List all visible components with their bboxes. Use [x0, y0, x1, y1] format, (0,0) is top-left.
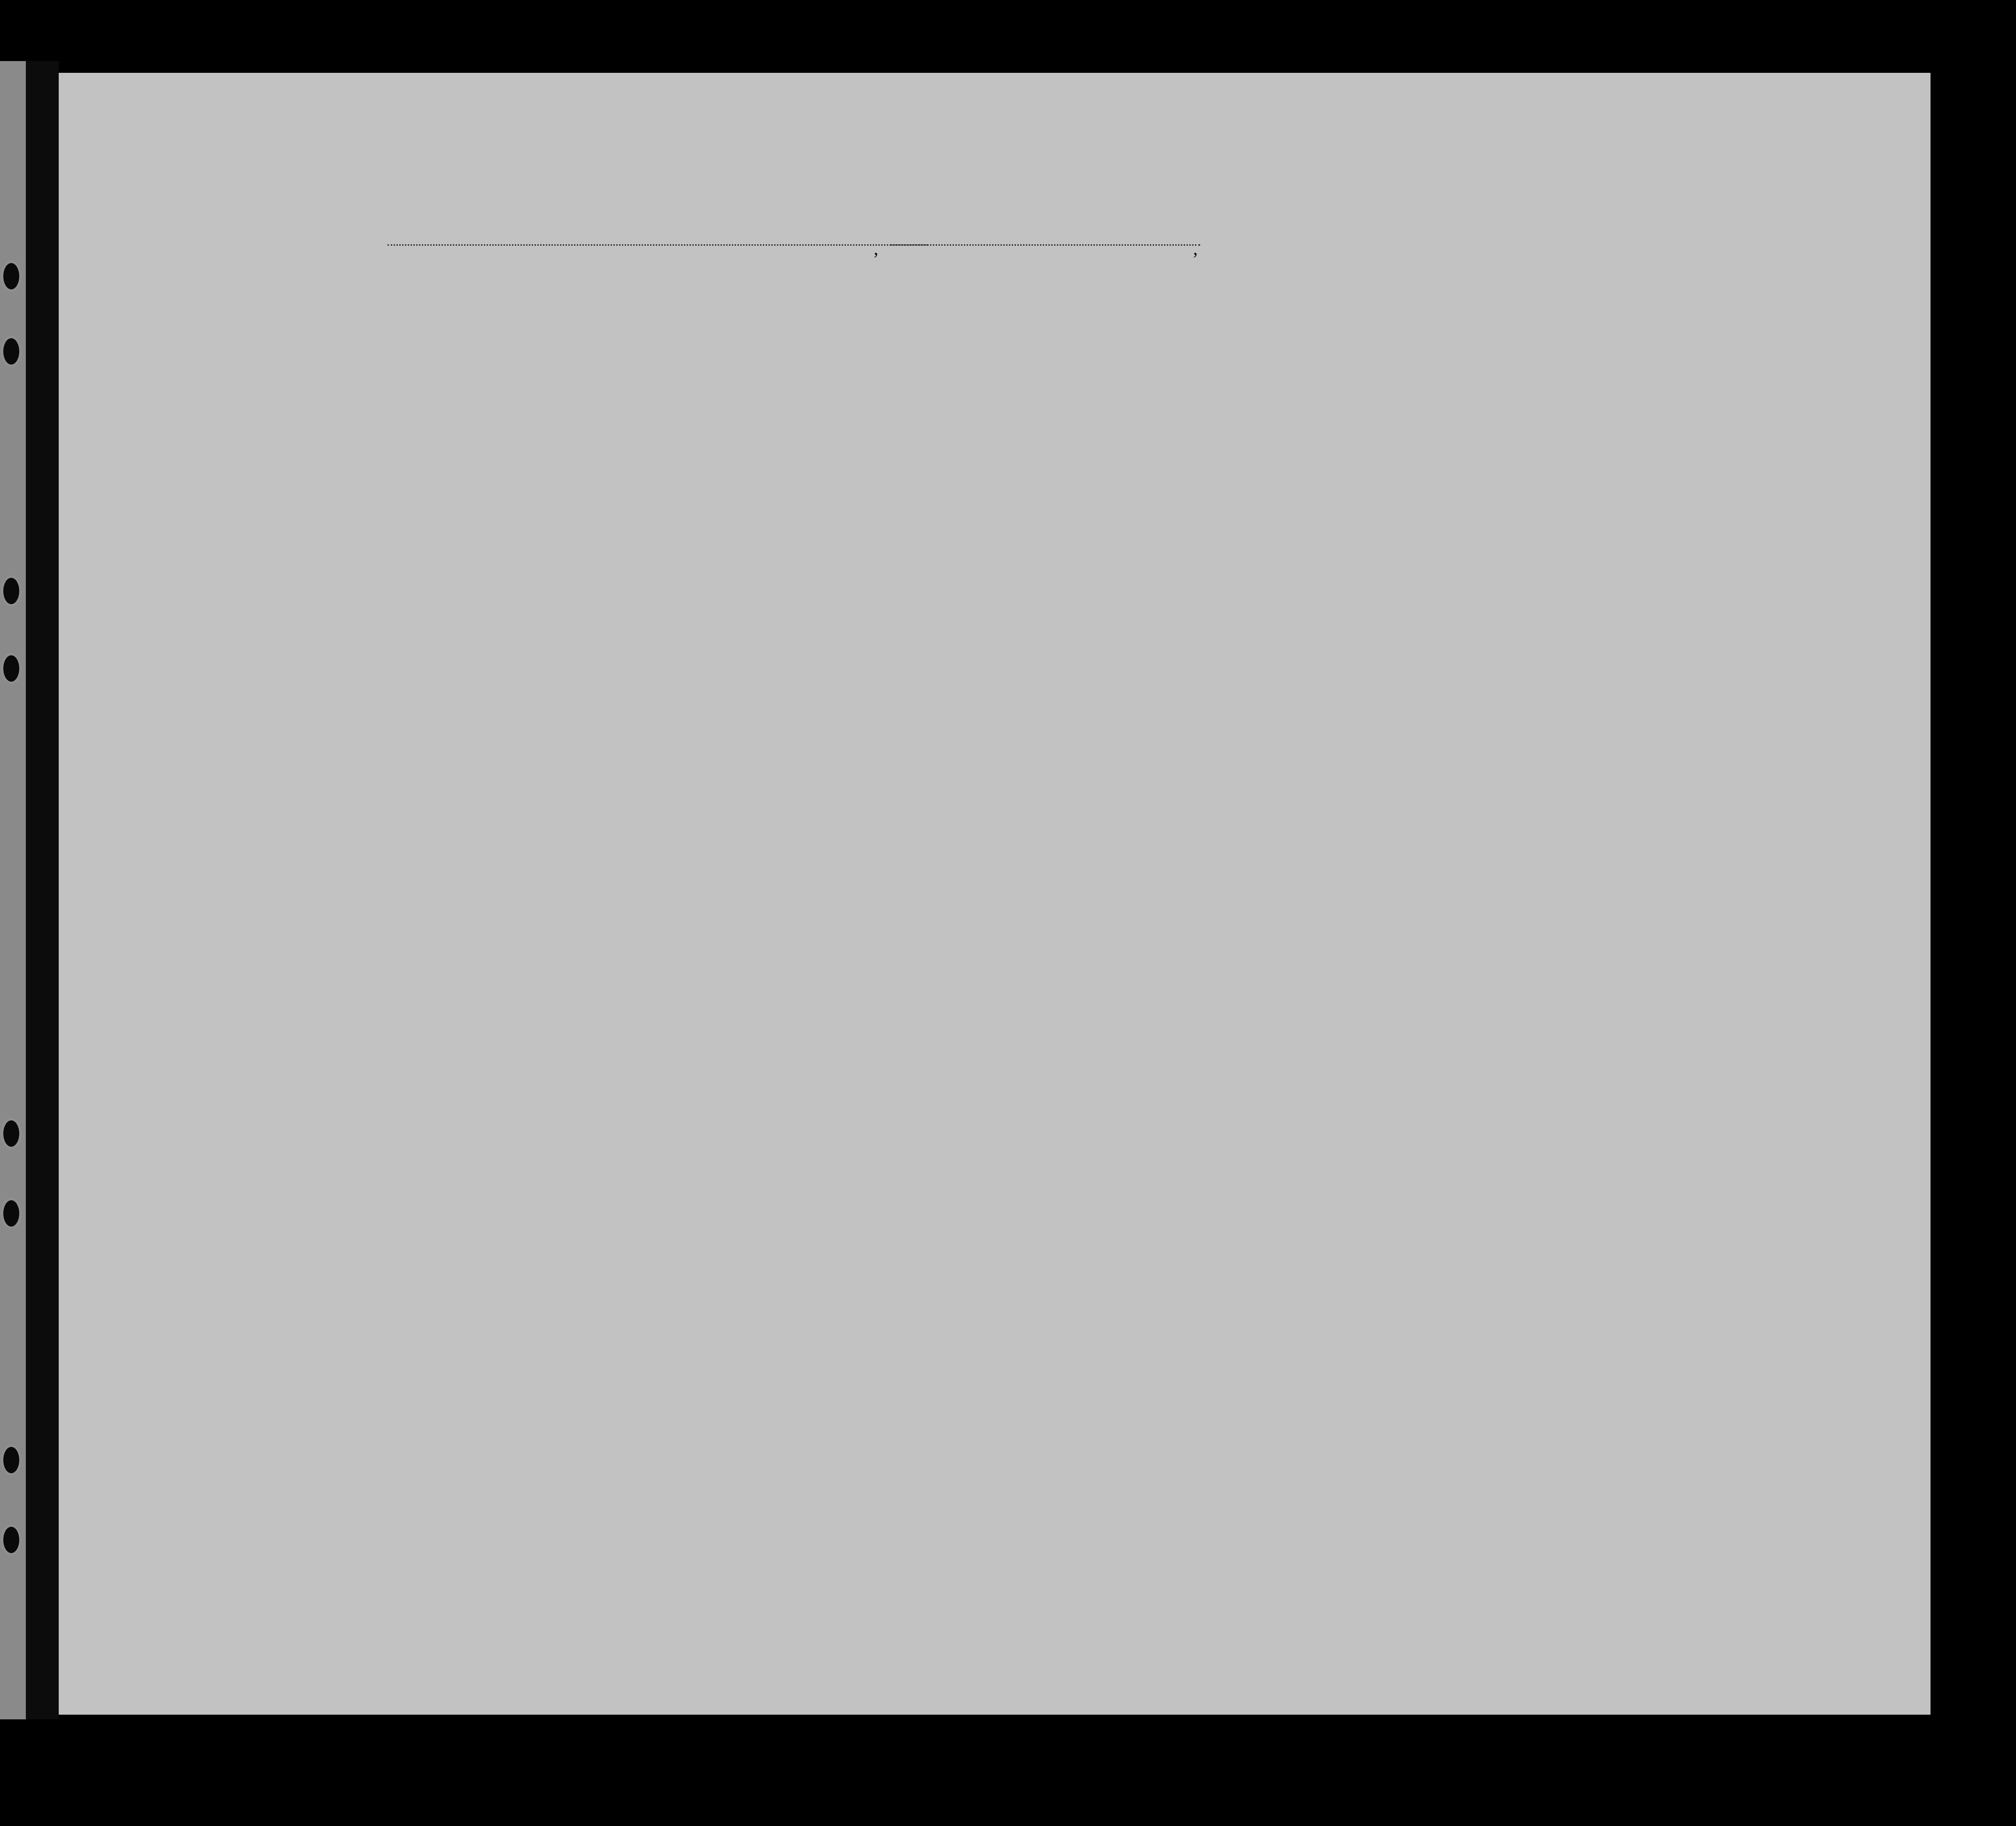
- binding-hole: [1, 1524, 22, 1555]
- col19-header: [618, 336, 655, 491]
- col24c-header: [1224, 331, 1242, 491]
- binding-hole: [1, 1445, 22, 1476]
- date-line: [890, 244, 1200, 246]
- col30-header: [1433, 331, 1458, 491]
- manifest-sheet: [59, 73, 1931, 1715]
- binding-hole: [1, 336, 22, 367]
- col21-header: [730, 336, 773, 491]
- col29-header: [1390, 331, 1426, 491]
- col28-header: [1348, 331, 1383, 491]
- comma: ,: [1193, 238, 1198, 259]
- binding-hole: [1, 261, 22, 292]
- col24a-header: [1145, 331, 1173, 491]
- binding-hole: [1, 1118, 22, 1149]
- col27-header: [1329, 336, 1343, 491]
- col25-header: [1264, 331, 1289, 491]
- binding-hole: [1, 1198, 22, 1229]
- binding-hole: [1, 575, 22, 606]
- col24b-header: [1186, 331, 1205, 491]
- col26-header: [1306, 336, 1320, 491]
- binding-shadow: [26, 61, 59, 1719]
- port-line: [388, 244, 928, 246]
- binding-hole: [1, 653, 22, 684]
- comma: ,: [874, 238, 878, 259]
- ruled-grid: [59, 73, 1931, 1715]
